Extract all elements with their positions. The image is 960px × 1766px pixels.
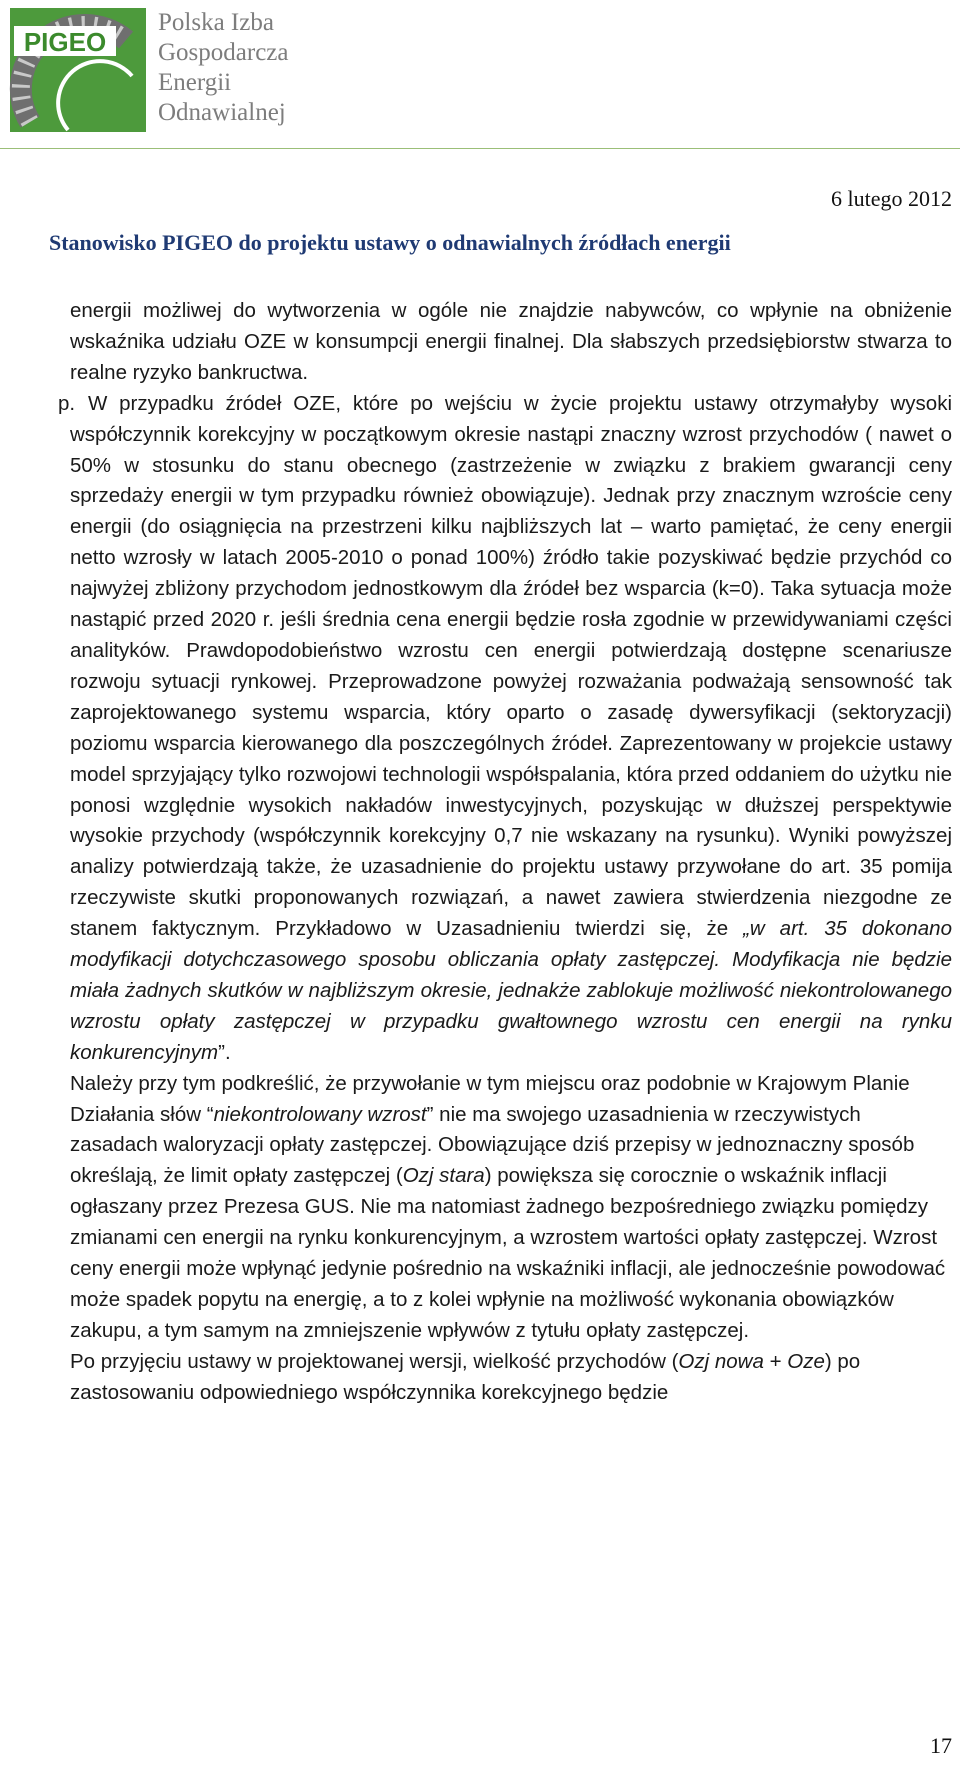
paragraph-text: ) powiększa się corocznie o wskaźnik inflacji ogłaszany przez Prezesa GUS. Nie ma natomiast żadnego bezpośredniego związku pomiędzy zmianami cen energii na rynku konkurencyjnym, a wzrostem wartości opłaty zastępczej. Wzrost ceny energii może wpłynąć jedynie pośrednio na wskaźniki inflacji, ale jednocześnie powodować może spadek popytu na energię, a to z kolei wpłynie na możliwość wykonania obowiązków zakupu, a tym samym na zmniejszenie wpływów z tytułu opłaty zastępczej. — [70, 1164, 946, 1342]
paragraph — [70, 1069, 952, 1347]
org-name-line: Odnawialnej — [158, 99, 286, 126]
org-name — [158, 8, 289, 128]
paragraph-text: Należy przy tym podkreślić, że przywołanie w tym miejscu oraz podobnie w Krajowym Planie Działania słów “ — [70, 1071, 910, 1126]
paragraph: energii możliwej do wytworzenia w ogóle nie znajdzie nabywców, co wpłynie na obniżenie wskaźnika udziału OZE w konsumpcji energii finalnej. Dla słabszych przedsiębiorstw stwarza to realne ryzyko bankructwa. — [70, 299, 952, 384]
document-title: Stanowisko PIGEO do projektu ustawy o odnawialnych źródłach energii — [49, 230, 731, 255]
emphasis-text: Ozj nowa — [678, 1349, 764, 1373]
paragraph-text: ” nie ma swojego uzasadnienia w rzeczywistych zasadach waloryzacji opłaty zastępczej. Obowiązujące dziś przepisy w jednoznaczny sposób określają, że limit opłaty zastępczej ( — [70, 1102, 915, 1188]
document-date: 6 lutego 2012 — [831, 186, 952, 211]
logo-mark-text: PIGEO — [23, 27, 107, 57]
pigeo-logo — [8, 6, 308, 138]
paragraph-text: ) po zastosowaniu odpowiedniego współczynnika korekcyjnego będzie — [70, 1349, 861, 1404]
paragraph-text: ”. — [218, 1040, 231, 1064]
pigeo-logo-mark — [8, 6, 148, 134]
list-marker: p. — [58, 391, 76, 415]
header-divider — [0, 148, 960, 149]
paragraph-text: Po przyjęciu ustawy w projektowanej wersji, wielkość przychodów ( — [70, 1349, 679, 1373]
org-name-line: Energii — [158, 69, 232, 96]
org-name-line: Gospodarcza — [158, 39, 289, 66]
paragraph-text: W przypadku źródeł OZE, które po wejściu w życie projektu ustawy otrzymałyby wysoki współczynnik korekcyjny w początkowym okresie nastąpi znaczny wzrost przychodów ( nawet o 50% w stosunku do stanu obecnego (zastrzeżenie w związku z brakiem gwarancji ceny sprzedaży energii w tym przypadku również obowiązuje). Jednak przy znacznym wzroście ceny energii (do osiągnięcia na przestrzeni kilku najbliższych lat – warto pamiętać, że ceny energii netto wzrosły w latach 2005-2010 o ponad 100%) źródło takie pozyskiwać będzie przychód co najwyżej zbliżony przychodom jednostkowym dla źródeł bez wsparcia (k=0). Taka sytuacja może nastąpić przed 2020 r. jeśli średnia cena energii będzie rosła zgodnie w przewidywaniami części analityków. Prawdopodobieństwo wzrostu cen energii potwierdzają dostępne scenariusze rozwoju sytuacji rynkowej. Przeprowadzone powyżej rozważania podważają sensowność tak zaprojektowanego systemu wsparcia, który oparto o zasadę dywersyfikacji (sektoryzacji) poziomu wsparcia kierowanego dla poszczególnych źródeł. Zaprezentowany w projekcie ustawy model sprzyjający tylko rozwojowi technologii współspalania, która przed oddaniem do użytku nie ponosi względnie wysokich nakładów inwestycyjnych, pozyskując w dłuższej perspektywie wysokie przychody (współczynnik korekcyjny 0,7 nie wskazany na rysunku). Wyniki powyższej analizy potwierdzają także, że uzasadnienie do projektu ustawy przywołane do art. 35 pomija rzeczywiste skutki proponowanych rozwiązań, a nawet zawiera stwierdzenia niezgodne ze stanem faktycznym. Przykładowo w Uzasadnieniu twierdzi się, że — [70, 391, 952, 941]
emphasis-text: Ozj stara — [402, 1164, 485, 1188]
paragraph — [70, 1347, 952, 1409]
emphasis-text: niekontrolowany wzrost — [213, 1102, 427, 1126]
paragraph — [58, 389, 952, 1069]
org-name-line: Polska Izba — [158, 9, 274, 36]
document-body — [58, 296, 952, 1409]
quoted-text: „w art. 35 dokonano modyfikacji dotychczasowego sposobu obliczania opłaty zastępczej. Modyfikacja nie będzie miała żadnych skutków w najbliższym okresie, jednakże zablokuje możliwość niekontrolowanego wzrostu opłaty zastępczej w przypadku gwałtownego wzrostu cen energii na rynku konkurencyjnym — [70, 917, 952, 1064]
paragraph-text: + — [769, 1349, 788, 1373]
page-number: 17 — [930, 1733, 952, 1758]
emphasis-text: Oze — [787, 1349, 825, 1373]
